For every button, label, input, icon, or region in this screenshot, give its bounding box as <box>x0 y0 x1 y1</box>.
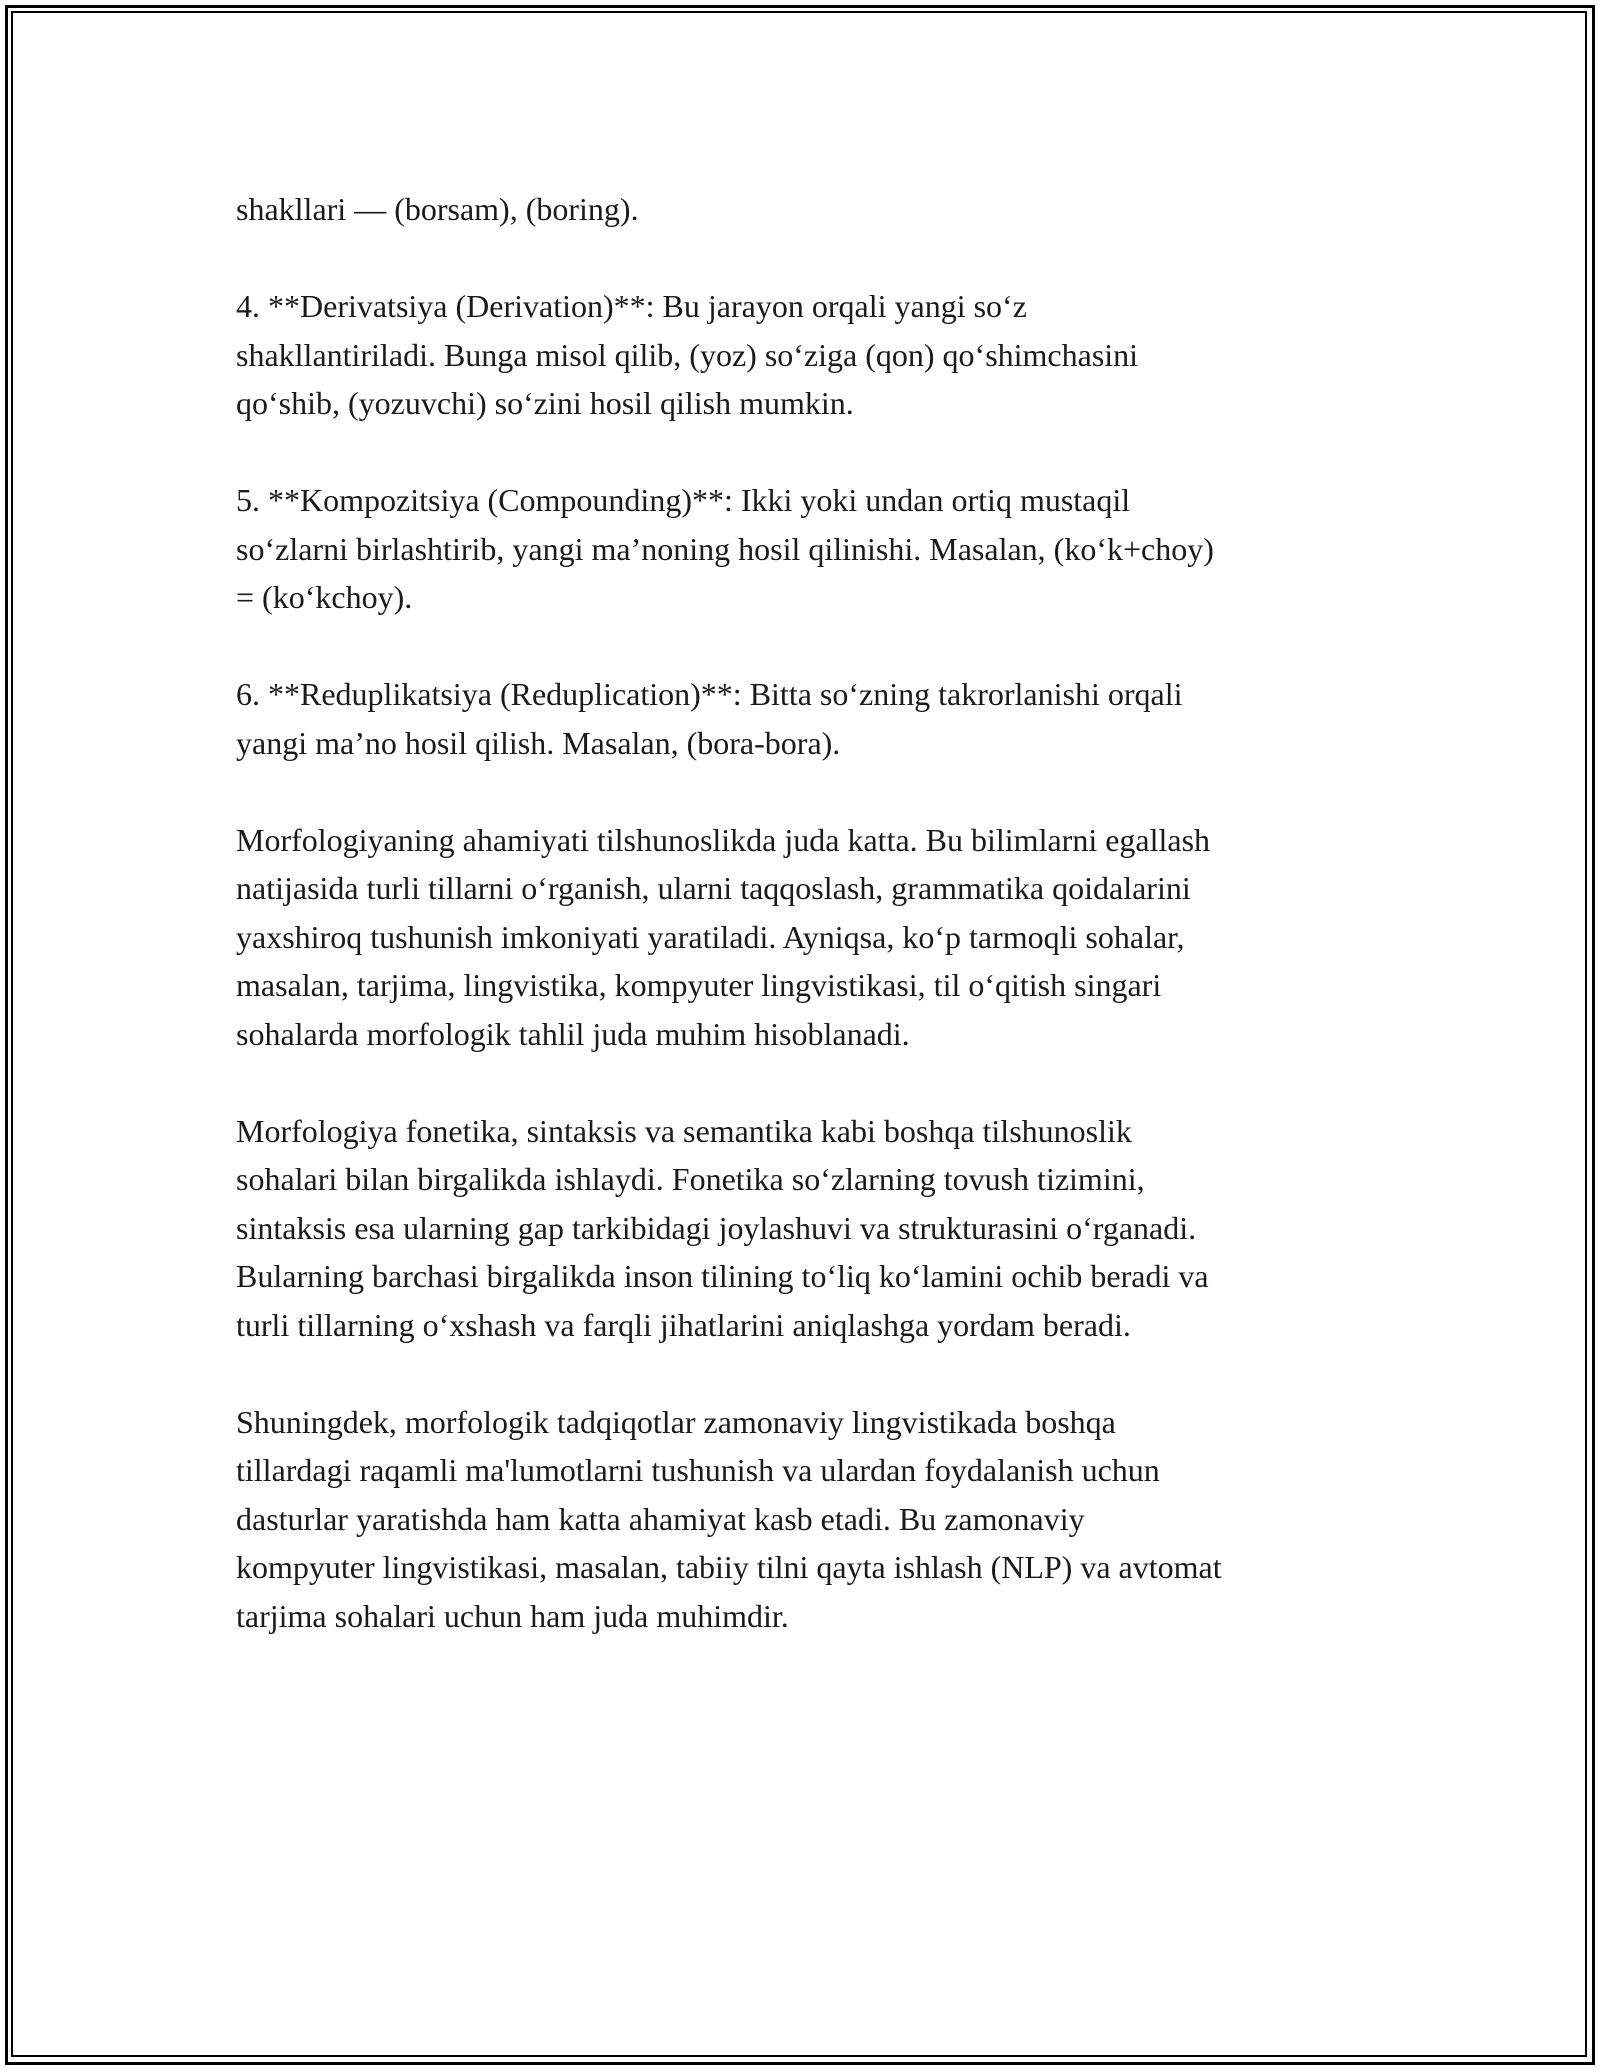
paragraph-derivation: 4. **Derivatsiya (Derivation)**: Bu jarayon orqali yangi so‘z shakllantiriladi. Bunga misol qilib, (yoz) so‘ziga (qon) qo‘shimchasini qo‘shib, (yozuvchi) so‘zini hosil qilish mumkin. <box>236 288 1139 421</box>
document-body <box>236 185 1376 1689</box>
paragraph-related-fields: Morfologiya fonetika, sintaksis va semantika kabi boshqa tilshunoslik sohalari bilan birgalikda ishlaydi. Fonetika so‘zlarning tovush tizimini, sintaksis esa ularning gap tarkibidagi joylashuvi va strukturasini o‘rganadi. Bularning barchasi birgalikda inson tilining to‘liq ko‘lamini ochib beradi va turli tillarning o‘xshash va farqli jihatlarini aniqlashga yordam beradi. <box>236 1112 1209 1343</box>
paragraph-importance: Morfologiyaning ahamiyati tilshunoslikda juda katta. Bu bilimlarni egallash natijasida turli tillarni o‘rganish, ularni taqqoslash, grammatika qoidalarini yaxshiroq tushunish imkoniyati yaratiladi. Ayniqsa, ko‘p tarmoqli sohalar, masalan, tarjima, lingvistika, kompyuter lingvistikasi, til o‘qitish singari sohalarda morfologik tahlil juda muhim hisoblanadi. <box>236 821 1211 1052</box>
paragraph-reduplication: 6. **Reduplikatsiya (Reduplication)**: Bitta so‘zning takrorlanishi orqali yangi ma’no hosil qilish. Masalan, (bora-bora). <box>236 676 1183 761</box>
paragraph-computational: Shuningdek, morfologik tadqiqotlar zamonaviy lingvistikada boshqa tillardagi raqamli ma'lumotlarni tushunish va ulardan foydalanish uchun dasturlar yaratishda ham katta ahamiyat kasb etadi. Bu zamonaviy kompyuter lingvistikasi, masalan, tabiiy tilni qayta ishlash (NLP) va avtomat tarjima sohalari uchun ham juda muhimdir. <box>236 1403 1222 1634</box>
paragraph-compounding: 5. **Kompozitsiya (Compounding)**: Ikki yoki undan ortiq mustaqil so‘zlarni birlashtirib, yangi ma’noning hosil qilinishi. Masalan, (ko‘k+choy) = (ko‘kchoy). <box>236 482 1214 615</box>
paragraph-continuation: shakllari — (borsam), (boring). <box>236 191 639 227</box>
